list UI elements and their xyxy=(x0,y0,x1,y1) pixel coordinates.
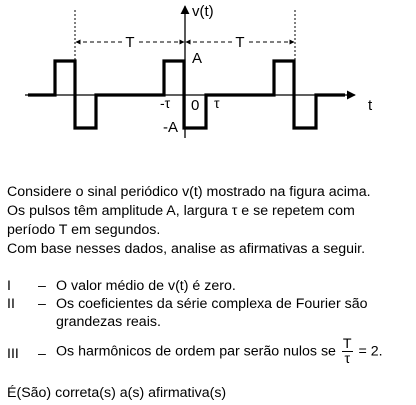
statement-numeral: II xyxy=(7,296,15,312)
x-axis-label: t xyxy=(368,97,373,114)
amplitude-pos-label: A xyxy=(192,50,203,67)
fraction-denominator: τ xyxy=(344,351,351,367)
period-label-left: T xyxy=(125,34,135,51)
statement-2 xyxy=(7,295,407,331)
y-axis-label: v(t) xyxy=(192,3,214,20)
statement-text-line-2: grandezas reais. xyxy=(56,314,161,330)
statement-text-after: = 2. xyxy=(358,343,383,360)
amplitude-neg-label: -A xyxy=(163,119,178,136)
intro-line-2: Os pulsos têm amplitude A, largura τ e se repetem com xyxy=(7,203,355,219)
intro-line-1: Considere o sinal periódico v(t) mostrado na figura acima. xyxy=(7,184,371,200)
statement-dash: – xyxy=(38,278,46,294)
statement-3 xyxy=(7,336,407,369)
statement-text: O valor médio de v(t) é zero. xyxy=(56,278,236,294)
tau-label: τ xyxy=(214,95,220,111)
statement-text-line-1: Os coeficientes da série complexa de Fourier são xyxy=(56,296,368,312)
intro-line-3: período T em segundos. xyxy=(7,222,161,238)
statement-text xyxy=(56,337,383,366)
intro-paragraph xyxy=(7,183,371,259)
statement-dash: – xyxy=(38,346,46,362)
statement-numeral: I xyxy=(7,278,11,294)
statement-numeral: III xyxy=(7,346,19,362)
statement-text-before: Os harmônicos de ordem par serão nulos se xyxy=(56,343,336,360)
waveform-figure xyxy=(0,0,416,160)
zero-label: 0 xyxy=(191,97,200,114)
statement-1 xyxy=(7,277,407,295)
statement-dash: – xyxy=(38,296,46,312)
period-label-right: T xyxy=(235,34,245,51)
neg-tau-label: -τ xyxy=(160,95,171,111)
question-line: É(São) correta(s) a(s) afirmativa(s) xyxy=(7,385,227,401)
ratio-fraction xyxy=(342,337,353,366)
fraction-numerator: T xyxy=(342,336,352,352)
intro-line-4: Com base nesses dados, analise as afirmativas a seguir. xyxy=(7,241,366,257)
